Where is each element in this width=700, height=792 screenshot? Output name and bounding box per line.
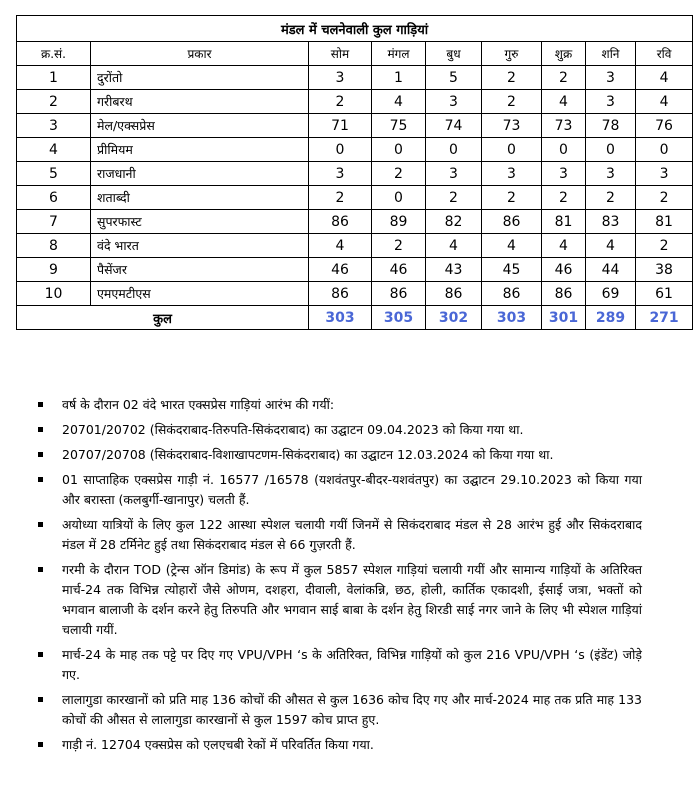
count-cell: 46 [372, 258, 426, 282]
table-row [17, 66, 693, 90]
count-cell: 3 [309, 162, 372, 186]
table-title: मंडल में चलनेवाली कुल गाड़ियां [17, 16, 693, 42]
count-cell: 86 [309, 282, 372, 306]
count-cell: 86 [372, 282, 426, 306]
count-cell: 78 [586, 114, 636, 138]
count-cell: 0 [426, 138, 482, 162]
count-cell: 3 [586, 90, 636, 114]
count-cell: 86 [309, 210, 372, 234]
serial-number-cell: 4 [17, 138, 91, 162]
count-cell: 4 [426, 234, 482, 258]
trains-table [16, 15, 693, 330]
bullet-icon [38, 452, 43, 457]
serial-number-cell: 1 [17, 66, 91, 90]
note-item [38, 445, 642, 465]
header-cell: मंगल [372, 42, 426, 66]
count-cell: 0 [309, 138, 372, 162]
serial-number-cell: 5 [17, 162, 91, 186]
serial-number-cell: 9 [17, 258, 91, 282]
header-cell: रवि [636, 42, 693, 66]
table-row [17, 210, 693, 234]
count-cell: 2 [542, 186, 586, 210]
train-type-cell: दुरोंतो [91, 66, 309, 90]
note-text: 20707/20708 (सिकंदराबाद-विशाखापटणम-सिकंदराबाद) का उद्घाटन 12.03.2024 को किया गया था. [62, 447, 554, 462]
table-row [17, 162, 693, 186]
total-row [17, 306, 693, 330]
bullet-icon [38, 697, 43, 702]
note-item [38, 515, 642, 555]
train-type-cell: गरीबरथ [91, 90, 309, 114]
header-cell: सोम [309, 42, 372, 66]
count-cell: 38 [636, 258, 693, 282]
serial-number-cell: 10 [17, 282, 91, 306]
serial-number-cell: 6 [17, 186, 91, 210]
note-text: मार्च-24 के माह तक पट्टे पर दिए गए VPU/VPH ‘s के अतिरिक्त, विभिन्न गाड़ियों को कुल 216 VPU/VPH ‘s (इंडेंट) जोड़े गए. [62, 647, 642, 682]
count-cell: 82 [426, 210, 482, 234]
table-row [17, 186, 693, 210]
count-cell: 4 [586, 234, 636, 258]
count-cell: 2 [482, 66, 542, 90]
count-cell: 61 [636, 282, 693, 306]
count-cell: 86 [482, 210, 542, 234]
header-cell: बुध [426, 42, 482, 66]
count-cell: 3 [426, 162, 482, 186]
count-cell: 86 [426, 282, 482, 306]
serial-number-cell: 2 [17, 90, 91, 114]
table-row [17, 282, 693, 306]
count-cell: 81 [542, 210, 586, 234]
count-cell: 44 [586, 258, 636, 282]
train-type-cell: मेल/एक्सप्रेस [91, 114, 309, 138]
note-item [38, 645, 642, 685]
count-cell: 0 [636, 138, 693, 162]
table-row [17, 90, 693, 114]
note-item [38, 470, 642, 510]
train-type-cell: एमएमटीएस [91, 282, 309, 306]
serial-number-cell: 3 [17, 114, 91, 138]
count-cell: 86 [482, 282, 542, 306]
header-row [17, 42, 693, 66]
count-cell: 4 [542, 90, 586, 114]
note-text: गरमी के दौरान TOD (ट्रेन्स ऑन डिमांड) के रूप में कुल 5857 स्पेशल गाड़ियां चलायी गयीं और सामान्य गाड़ियों के अतिरिक्त मार्च-24 तक विभिन्न त्योहारों जैसे ओणम, दशहरा, दीवाली, वेलांकन्नि, छठ, होली, कार्तिक एकादशी, ईसाई जत्रा, भक्तों को भगवान बालाजी के दर्शन करने हेतु तिरुपति और भगवान साई बाबा के दर्शन हेतु शिरडी साई नगर जाने के लिए भी स्पेशल गाड़ियां चलायी गयीं. [62, 562, 642, 637]
count-cell: 4 [636, 90, 693, 114]
count-cell: 5 [426, 66, 482, 90]
count-cell: 2 [309, 186, 372, 210]
notes-list [38, 395, 642, 760]
bullet-icon [38, 567, 43, 572]
total-value-cell: 301 [542, 306, 586, 330]
note-text: लालागुडा कारखानों को प्रति माह 136 कोचों की औसत से कुल 1636 कोच दिए गए और मार्च-2024 माह तक प्रति माह 133 कोचों की औसत से लालागुडा कारखानों से कुल 1597 कोच प्राप्त हुए. [62, 692, 642, 727]
train-type-cell: प्रीमियम [91, 138, 309, 162]
count-cell: 2 [482, 90, 542, 114]
train-type-cell: वंदे भारत [91, 234, 309, 258]
serial-number-cell: 8 [17, 234, 91, 258]
count-cell: 2 [636, 186, 693, 210]
count-cell: 76 [636, 114, 693, 138]
count-cell: 4 [309, 234, 372, 258]
count-cell: 74 [426, 114, 482, 138]
note-text: 01 साप्ताहिक एक्सप्रेस गाड़ी नं. 16577 /16578 (यशवंतपुर-बीदर-यशवंतपुर) का उद्घाटन 29.10.2023 को किया गया और बरास्ता (कलबुर्गी-खानापुर) चलती हैं. [62, 472, 642, 507]
count-cell: 0 [372, 186, 426, 210]
count-cell: 3 [426, 90, 482, 114]
count-cell: 3 [586, 162, 636, 186]
count-cell: 4 [542, 234, 586, 258]
note-text: वर्ष के दौरान 02 वंदे भारत एक्सप्रेस गाड़ियां आरंभ की गयीं: [62, 397, 335, 412]
count-cell: 0 [482, 138, 542, 162]
serial-number-cell: 7 [17, 210, 91, 234]
count-cell: 2 [426, 186, 482, 210]
count-cell: 46 [542, 258, 586, 282]
bullet-icon [38, 742, 43, 747]
train-type-cell: पैसेंजर [91, 258, 309, 282]
bullet-icon [38, 652, 43, 657]
bullet-icon [38, 402, 43, 407]
count-cell: 3 [636, 162, 693, 186]
count-cell: 2 [586, 186, 636, 210]
train-type-cell: शताब्दी [91, 186, 309, 210]
count-cell: 89 [372, 210, 426, 234]
total-label: कुल [17, 306, 309, 330]
count-cell: 2 [542, 66, 586, 90]
count-cell: 3 [542, 162, 586, 186]
note-item [38, 395, 642, 415]
header-cell: गुरु [482, 42, 542, 66]
count-cell: 0 [542, 138, 586, 162]
note-item [38, 420, 642, 440]
table-row [17, 234, 693, 258]
count-cell: 2 [372, 234, 426, 258]
table-row [17, 258, 693, 282]
count-cell: 75 [372, 114, 426, 138]
note-text: गाड़ी नं. 12704 एक्सप्रेस को एलएचबी रेकों में परिवर्तित किया गया. [62, 737, 374, 752]
count-cell: 83 [586, 210, 636, 234]
header-cell: क्र.सं. [17, 42, 91, 66]
header-cell: प्रकार [91, 42, 309, 66]
bullet-icon [38, 522, 43, 527]
count-cell: 1 [372, 66, 426, 90]
count-cell: 3 [482, 162, 542, 186]
bullet-icon [38, 427, 43, 432]
count-cell: 46 [309, 258, 372, 282]
count-cell: 3 [309, 66, 372, 90]
header-cell: शुक्र [542, 42, 586, 66]
count-cell: 4 [636, 66, 693, 90]
count-cell: 2 [309, 90, 372, 114]
bullet-icon [38, 477, 43, 482]
total-value-cell: 305 [372, 306, 426, 330]
count-cell: 86 [542, 282, 586, 306]
count-cell: 4 [372, 90, 426, 114]
header-cell: शनि [586, 42, 636, 66]
train-type-cell: राजधानी [91, 162, 309, 186]
count-cell: 4 [482, 234, 542, 258]
note-text: 20701/20702 (सिकंदराबाद-तिरुपति-सिकंदराबाद) का उद्घाटन 09.04.2023 को किया गया था. [62, 422, 524, 437]
note-text: अयोध्या यात्रियों के लिए कुल 122 आस्था स्पेशल चलायी गयीं जिनमें से सिकंदराबाद मंडल से 28 आरंभ हुई और सिकंदराबाद मंडल में 28 टर्मिनेट हुई तथा सिकंदराबाद मंडल से 66 गुज़रती हैं. [62, 517, 642, 552]
count-cell: 2 [482, 186, 542, 210]
count-cell: 73 [482, 114, 542, 138]
table-row [17, 114, 693, 138]
count-cell: 0 [372, 138, 426, 162]
total-value-cell: 289 [586, 306, 636, 330]
total-value-cell: 303 [309, 306, 372, 330]
count-cell: 69 [586, 282, 636, 306]
count-cell: 2 [636, 234, 693, 258]
total-value-cell: 302 [426, 306, 482, 330]
train-type-cell: सुपरफास्ट [91, 210, 309, 234]
count-cell: 45 [482, 258, 542, 282]
total-value-cell: 271 [636, 306, 693, 330]
count-cell: 0 [586, 138, 636, 162]
total-value-cell: 303 [482, 306, 542, 330]
count-cell: 3 [586, 66, 636, 90]
count-cell: 43 [426, 258, 482, 282]
count-cell: 73 [542, 114, 586, 138]
count-cell: 2 [372, 162, 426, 186]
count-cell: 81 [636, 210, 693, 234]
trains-table-container [16, 15, 692, 330]
count-cell: 71 [309, 114, 372, 138]
note-item [38, 560, 642, 640]
note-item [38, 690, 642, 730]
table-row [17, 138, 693, 162]
note-item [38, 735, 642, 755]
